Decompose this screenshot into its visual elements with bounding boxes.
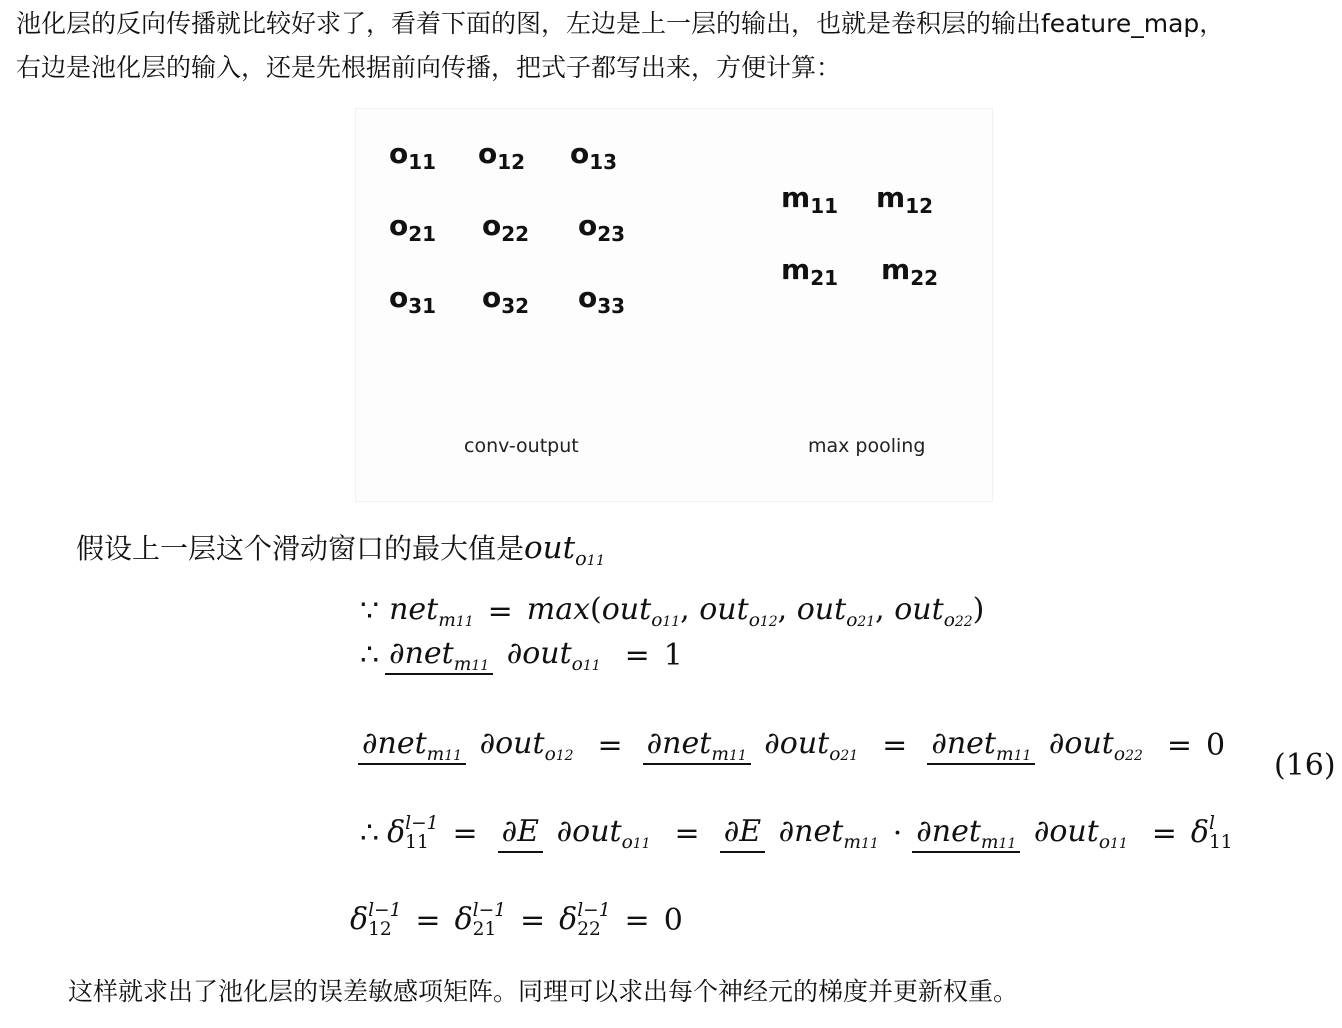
conv-cell-o22: $o_{22}$ [482,209,530,246]
equation-line-3: ∂net$_{m11}$ ∂out$_{o12}$ = ∂net$_{m11}$ ∂out$_{o21}$ = ∂net$_{m11}$ ∂out$_{o22}$ = 0 [352,726,1225,765]
fraction-dnet-dout-o11-b: ∂net$_{m11}$ ∂out$_{o11}$ [912,814,1132,853]
value-one: 1 [663,637,683,673]
conv-cell-o33: $o_{33}$ [578,281,626,318]
equation-line-4: ∴ δ l−1 11 = ∂E ∂out$_{o11}$ = ∂E ∂net$_{m11}$ · ∂net$_{m11}$ ∂out$_{o11}$ = δ l 11 [360,813,1233,853]
equals-sign: = [624,637,650,673]
assumption-paragraph [76,528,605,572]
intro-paragraph-line-2: 右边是池化层的输入，还是先根据前向传播，把式子都写出来，方便计算： [16,53,842,82]
fraction-dE-dout-o11: ∂E ∂out$_{o11}$ [498,814,655,853]
because-symbol: ∵ [360,593,380,629]
pooling-figure [355,108,993,502]
delta-l-minus-1-11: δ l−1 11 [387,813,439,853]
delta-l-minus-1-21: δ l−1 21 [454,900,506,940]
max-expression: max(out$_{o11}$, out$_{o12}$, out$_{o21}$, out$_{o22}$) [526,592,985,631]
pool-cell-m21: $m_{21}$ [781,253,839,290]
fraction-dnet-dout-o22: ∂net$_{m11}$ ∂out$_{o22}$ [927,726,1147,765]
intro-paragraph-line-1: 池化层的反向传播就比较好求了，看着下面的图，左边是上一层的输出，也就是卷积层的输出feature_map， [16,9,1225,38]
pool-cell-m12: $m_{12}$ [876,181,934,218]
equation-number: (16) [1274,748,1336,783]
fraction-dnet-dout-o21: ∂net$_{m11}$ ∂out$_{o21}$ [643,726,863,765]
fraction-dE-dnet-m11: ∂E ∂net$_{m11}$ [720,814,883,853]
conv-cell-o12: $o_{12}$ [478,137,526,174]
fraction-dnet-dout-o12: ∂net$_{m11}$ ∂out$_{o12}$ [358,726,578,765]
equals-sign: = [487,593,513,629]
equation-line-5: δ l−1 12 = δ l−1 21 = δ l−1 22 = 0 [350,900,683,940]
conv-cell-o31: $o_{31}$ [389,281,437,318]
inline-math-out-o11: out$_{o11}$ [524,530,606,570]
conv-cell-o13: $o_{13}$ [570,137,618,174]
fraction-dnet-dout-o11: ∂net$_{m11}$ ∂out$_{o11}$ [385,636,605,675]
delta-l-minus-1-12: δ l−1 12 [350,900,402,940]
conv-cell-o32: $o_{32}$ [482,281,530,318]
pool-cell-m22: $m_{22}$ [881,253,939,290]
caption-conv-output: conv-output [464,435,579,457]
therefore-symbol: ∴ [360,637,380,673]
assumption-text: 假设上一层这个滑动窗口的最大值是 [76,532,525,565]
delta-l-minus-1-22: δ l−1 22 [559,900,611,940]
delta-l-11: δ l 11 [1190,813,1233,853]
conclusion-paragraph: 这样就求出了池化层的误差敏感项矩阵。同理可以求出每个神经元的梯度并更新权重。 [68,977,1019,1006]
caption-max-pooling: max pooling [808,435,926,457]
conv-cell-o21: $o_{21}$ [389,209,437,246]
equation-line-2 [360,636,683,675]
conv-cell-o11: $o_{11}$ [389,137,437,174]
value-zero: 0 [1205,727,1226,763]
equation-line-1 [360,592,984,631]
conv-cell-o23: $o_{23}$ [578,209,626,246]
net-m11: net$_{m11}$ [389,592,474,631]
pool-cell-m11: $m_{11}$ [781,181,839,218]
